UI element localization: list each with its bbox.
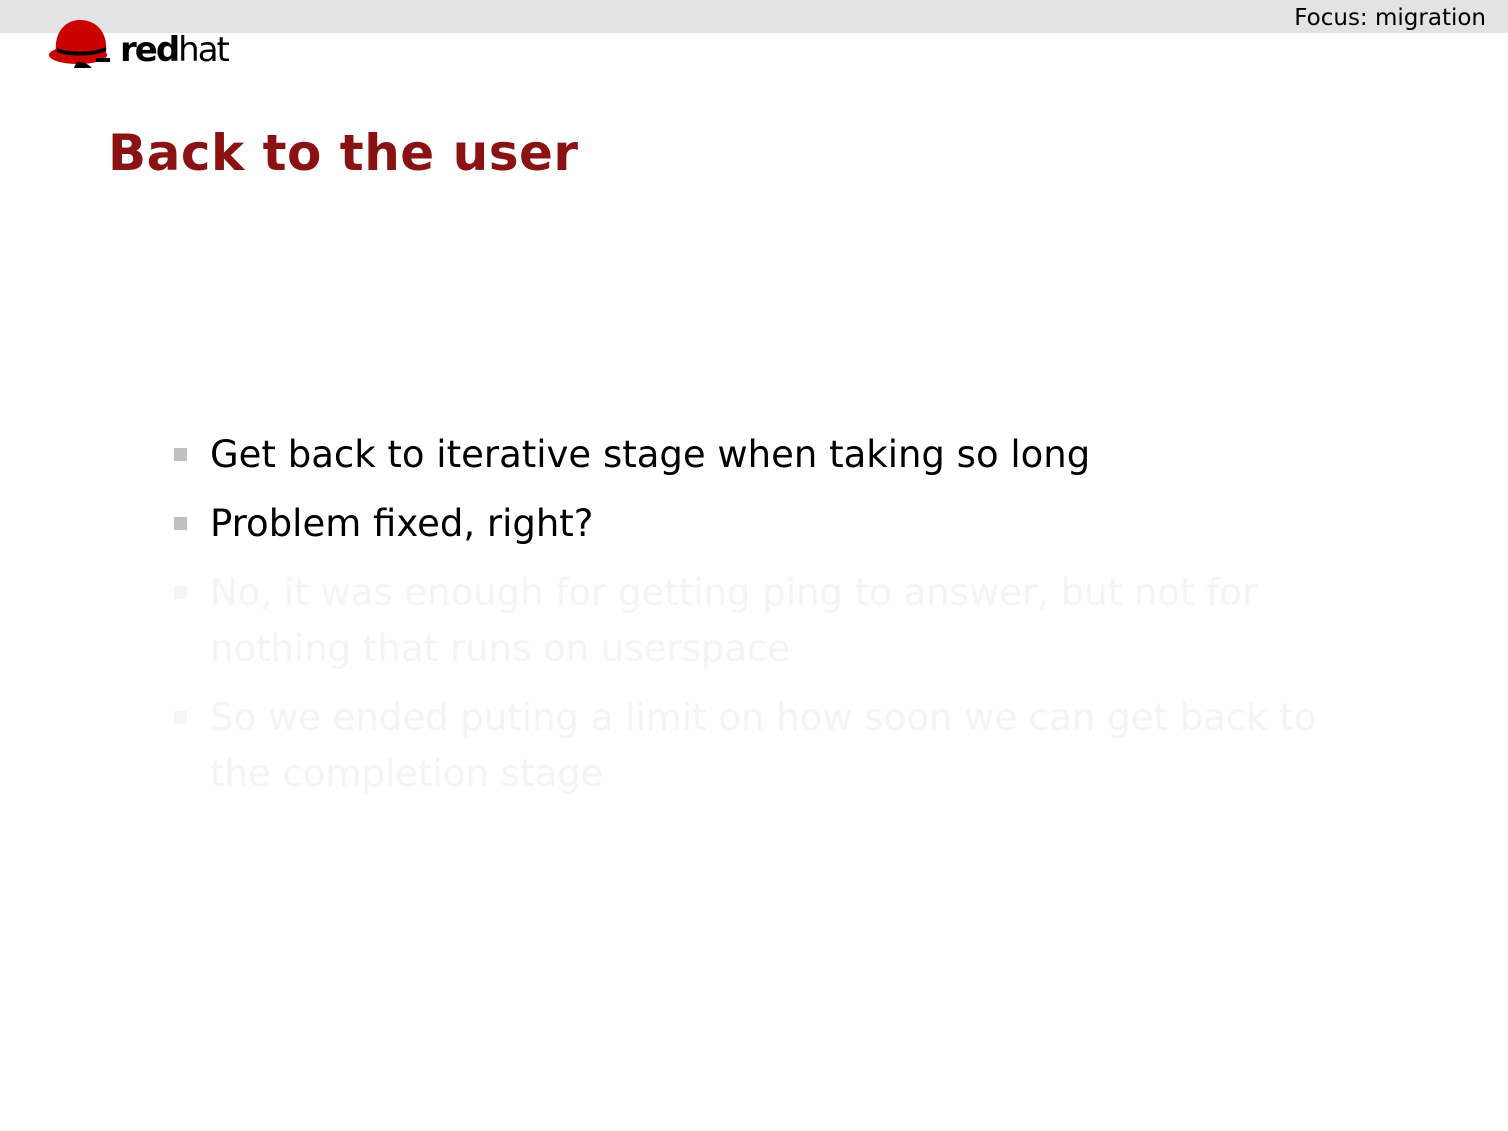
bullet-text: No, it was enough for getting ping to answer, but not for nothing that runs on userspace [210, 571, 1258, 670]
bullet-item [172, 496, 1372, 552]
bullet-text: Problem fixed, right? [210, 502, 594, 545]
bullet-item-faded [172, 690, 1372, 802]
section-label: Focus: migration [1294, 5, 1486, 31]
logo-wordmark [120, 30, 228, 70]
logo-text-red: red [120, 30, 179, 70]
bullet-text: Get back to iterative stage when taking so long [210, 433, 1091, 476]
logo-text-hat: hat [178, 30, 228, 70]
slide-title: Back to the user [108, 124, 579, 182]
bullet-marker [174, 517, 187, 530]
bullet-marker [174, 586, 187, 599]
bullet-marker [174, 448, 187, 461]
bullet-item-faded [172, 565, 1372, 677]
bullet-item [172, 427, 1372, 483]
shadowman-hat-icon [48, 18, 118, 70]
bullet-marker [174, 711, 187, 724]
bullet-list [172, 427, 1372, 815]
redhat-logo [48, 18, 238, 70]
bullet-text: So we ended puting a limit on how soon we can get back to the completion stage [210, 696, 1317, 795]
